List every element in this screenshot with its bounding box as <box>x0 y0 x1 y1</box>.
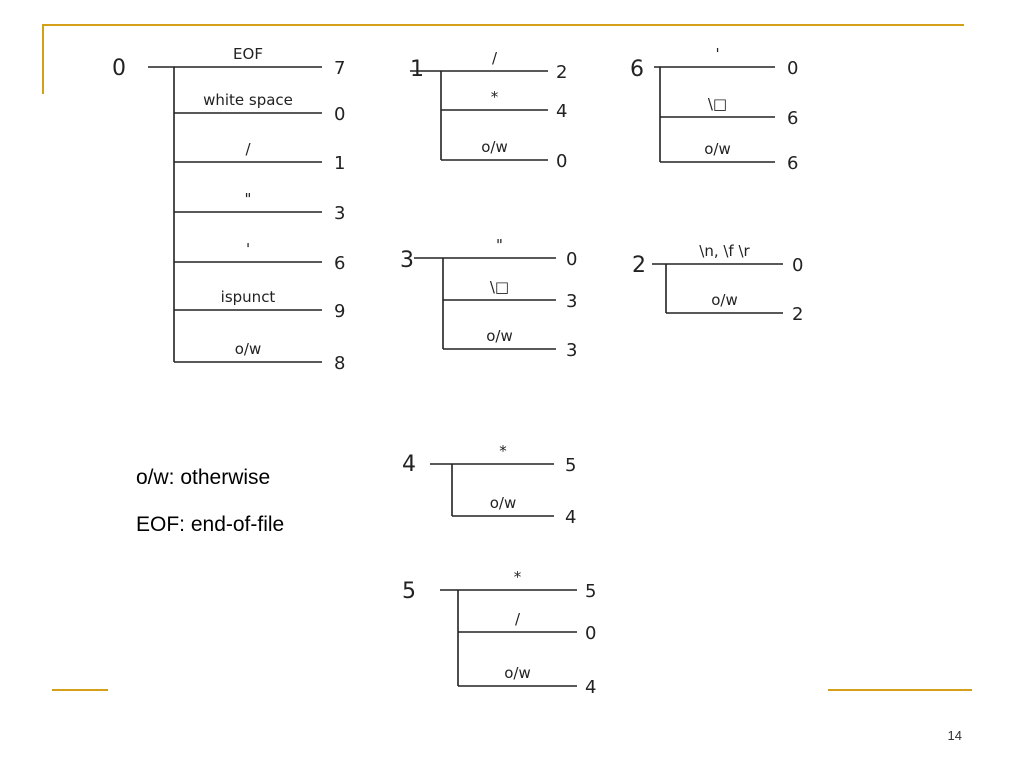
state-0-next-state: 7 <box>334 58 346 79</box>
state-2-next-state: 2 <box>792 304 804 325</box>
state-0-next-state: 6 <box>334 253 346 274</box>
state-2-row-label: \n, \f \r <box>699 242 750 260</box>
legend-eof: EOF: end-of-file <box>136 513 285 536</box>
state-0-next-state: 1 <box>334 153 346 174</box>
state-6-number: 6 <box>630 57 644 82</box>
state-1-next-state: 4 <box>556 101 568 122</box>
state-0-row-label: EOF <box>233 45 263 63</box>
state-4-next-state: 4 <box>565 507 577 528</box>
state-0-row-label: ' <box>245 240 251 258</box>
state-0-row-label: " <box>244 190 252 208</box>
state-3-next-state: 0 <box>566 249 578 270</box>
state-0-number: 0 <box>112 56 126 81</box>
state-0-row-label: white space <box>203 91 293 109</box>
state-1-row-label: o/w <box>481 138 508 156</box>
state-5-next-state: 4 <box>585 677 597 698</box>
state-6-next-state: 6 <box>787 153 799 174</box>
legend-otherwise: o/w: otherwise <box>136 466 271 489</box>
state-0-row-label: / <box>245 140 251 158</box>
state-2-row-label: o/w <box>711 291 738 309</box>
state-1-row-label: * <box>490 88 499 106</box>
state-3-next-state: 3 <box>566 291 578 312</box>
state-0-next-state: 9 <box>334 301 346 322</box>
state-2-next-state: 0 <box>792 255 804 276</box>
state-5-number: 5 <box>402 579 416 604</box>
state-1-next-state: 0 <box>556 151 568 172</box>
state-4-next-state: 5 <box>565 455 577 476</box>
state-5-row-label: o/w <box>504 664 531 682</box>
state-6-row-label: o/w <box>704 140 731 158</box>
state-3-row-label: o/w <box>486 327 513 345</box>
state-3-next-state: 3 <box>566 340 578 361</box>
state-4-row-label: * <box>499 442 507 460</box>
state-3-row-label: \□ <box>489 278 510 296</box>
state-6-next-state: 6 <box>787 108 799 129</box>
state-4-number: 4 <box>402 452 416 477</box>
state-5-next-state: 5 <box>585 581 597 602</box>
state-1-number: 1 <box>410 57 424 82</box>
state-6-row-label: ' <box>715 45 720 63</box>
state-0-next-state: 8 <box>334 353 346 374</box>
state-6-row-label: \□ <box>707 95 728 113</box>
state-5-row-label: * <box>513 568 522 586</box>
state-0-next-state: 0 <box>334 104 346 125</box>
state-6-next-state: 0 <box>787 58 799 79</box>
state-3-row-label: " <box>496 236 503 254</box>
state-3-number: 3 <box>400 248 414 273</box>
page-number: 14 <box>947 728 962 743</box>
state-0-row-label: ispunct <box>220 288 276 306</box>
state-2-number: 2 <box>632 253 646 278</box>
state-5-row-label: / <box>514 610 521 628</box>
state-0-row-label: o/w <box>234 340 262 358</box>
state-1-row-label: / <box>491 49 498 67</box>
state-0-next-state: 3 <box>334 203 346 224</box>
state-4-row-label: o/w <box>489 494 517 512</box>
state-1-next-state: 2 <box>556 62 568 83</box>
state-5-next-state: 0 <box>585 623 597 644</box>
